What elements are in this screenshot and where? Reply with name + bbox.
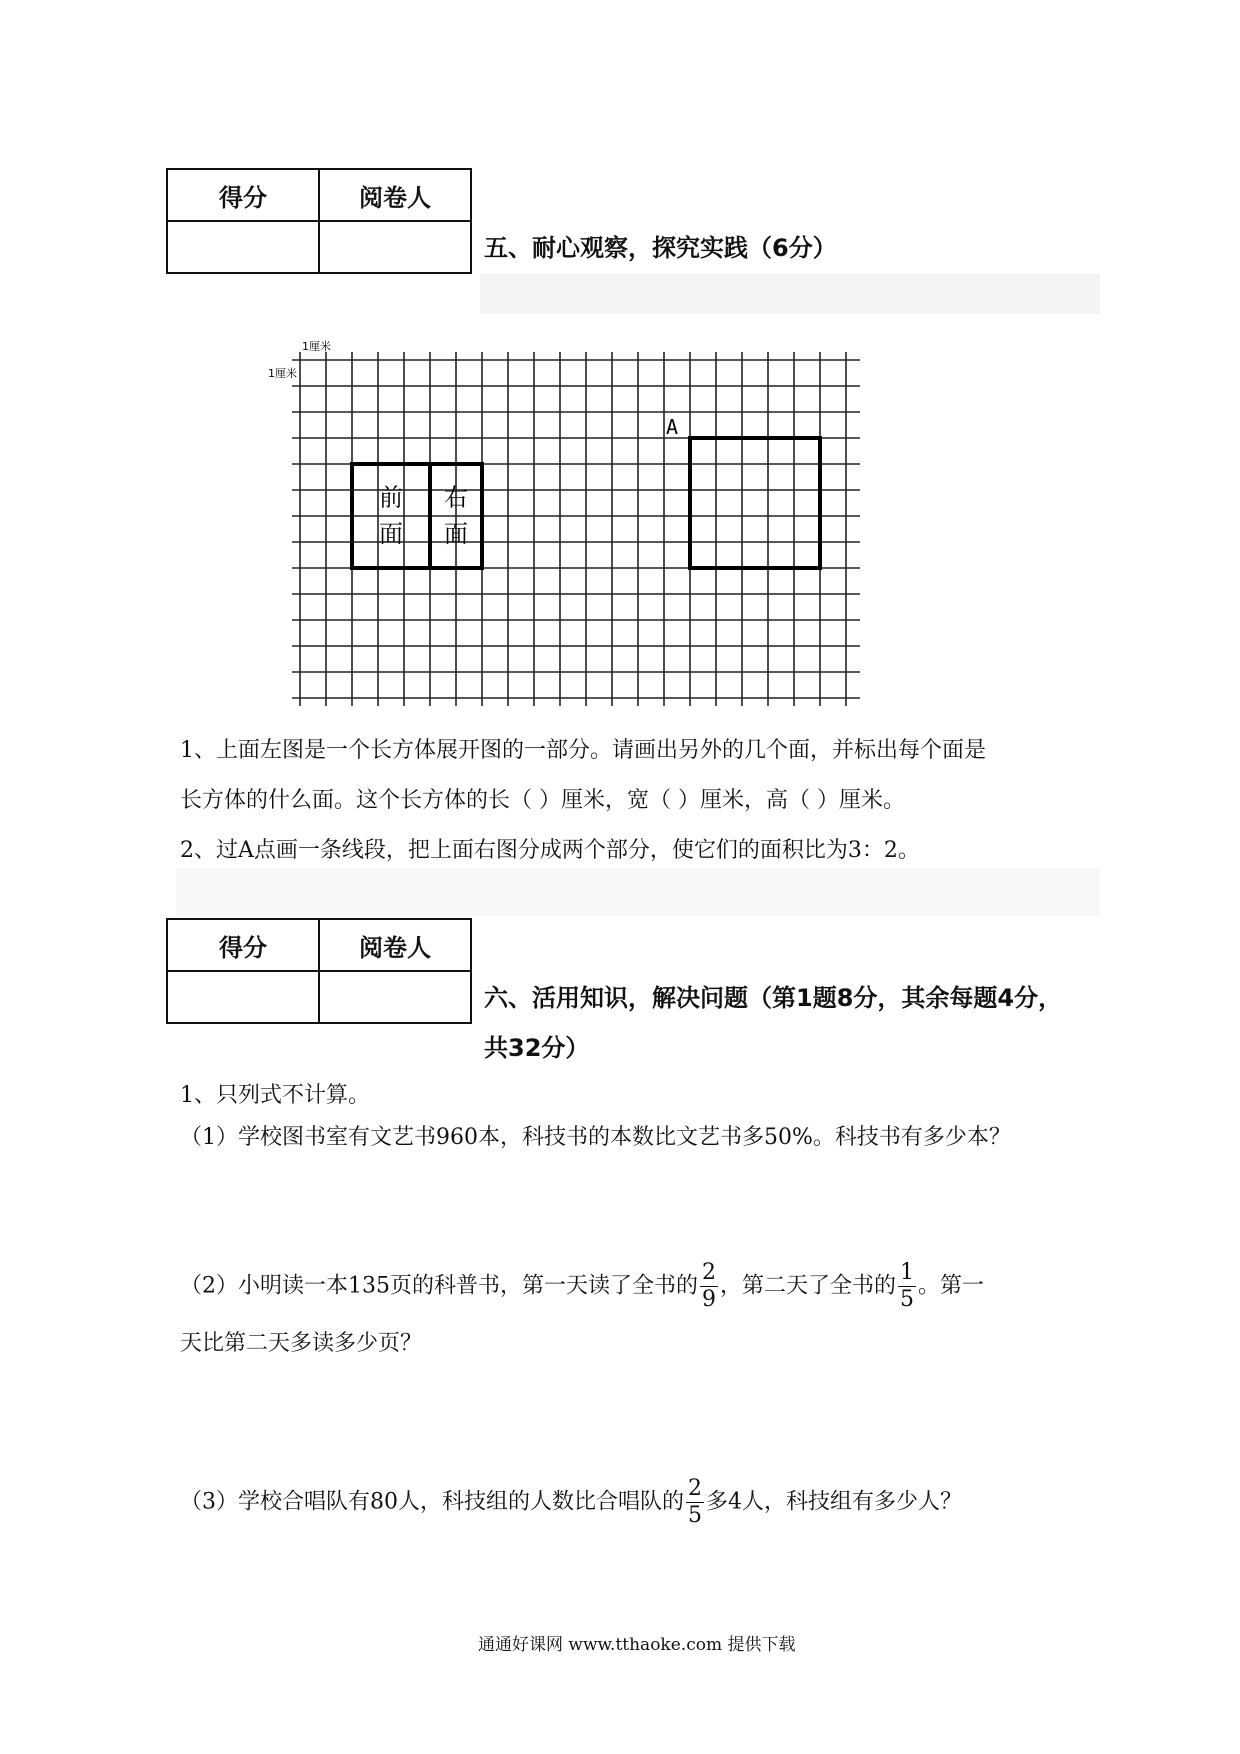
right-face-label-2: 面 xyxy=(444,520,468,548)
reviewer-header: 阅卷人 xyxy=(319,169,471,221)
s6-p3-text-b: 多4人，科技组有多少人？ xyxy=(706,1489,962,1515)
front-face-label-2: 面 xyxy=(379,520,403,548)
reviewer-header: 阅卷人 xyxy=(319,919,471,971)
score-table-2 xyxy=(166,918,472,1024)
s6-p3 xyxy=(180,1478,962,1527)
unit-label-top: 1厘米 xyxy=(302,340,331,353)
s6-p2-line2: 天比第二天多读多少页？ xyxy=(180,1331,423,1356)
score-header: 得分 xyxy=(167,919,319,971)
reviewer-cell[interactable] xyxy=(319,971,471,1023)
page-footer: 通通好课网 www.tthaoke.com 提供下载 xyxy=(478,1635,796,1655)
reviewer-cell[interactable] xyxy=(319,221,471,273)
fraction-2-5: $\frac{2}{5}$ xyxy=(688,1476,702,1528)
s6-p2-text-a: （2）小明读一本135页的科普书，第一天读了全书的 xyxy=(180,1273,698,1299)
s6-p2-text-c: 。第一 xyxy=(918,1273,985,1299)
score-cell[interactable] xyxy=(167,221,319,273)
scan-shade-2 xyxy=(176,868,1100,916)
right-face-label-1: 右 xyxy=(444,483,468,512)
right-figure-rect xyxy=(690,438,820,568)
score-header: 得分 xyxy=(167,169,319,221)
s6-p1: （1）学校图书室有文艺书960本，科技书的本数比文艺书多50%。科技书有多少本？ xyxy=(180,1125,1011,1150)
fraction-2-9: $\frac{2}{9}$ xyxy=(702,1260,716,1312)
grid-lines xyxy=(292,352,860,706)
s6-p3-text-a: （3）学校合唱队有80人，科技组的人数比合唱队的 xyxy=(180,1489,684,1515)
score-table-1 xyxy=(166,168,472,274)
s5-q1-line1: 1、上面左图是一个长方体展开图的一部分。请画出另外的几个面，并标出每个面是 xyxy=(180,738,986,763)
fraction-1-5: $\frac{1}{5}$ xyxy=(900,1260,915,1312)
point-a-label: A xyxy=(666,415,679,439)
score-cell[interactable] xyxy=(167,971,319,1023)
s6-q1-intro: 1、只列式不计算。 xyxy=(180,1083,370,1108)
grid-figure xyxy=(260,330,860,710)
front-face-label-1: 前 xyxy=(379,483,403,512)
scan-shade xyxy=(480,274,1100,314)
section6-heading-line2: 共32分） xyxy=(484,1034,590,1062)
s6-p2-line1 xyxy=(180,1262,984,1311)
s5-q1-line2: 长方体的什么面。这个长方体的长（ ）厘米，宽（ ）厘米，高（ ）厘米。 xyxy=(180,788,905,813)
unit-label-left: 1厘米 xyxy=(268,367,297,380)
s5-q2: 2、过A点画一条线段，把上面右图分成两个部分，使它们的面积比为3：2。 xyxy=(180,838,920,863)
s6-p2-text-b: ，第二天了全书的 xyxy=(720,1273,897,1299)
section5-heading: 五、耐心观察，探究实践（6分） xyxy=(484,234,837,262)
section6-heading-line1: 六、活用知识，解决问题（第1题8分，其余每题4分， xyxy=(484,984,1063,1012)
